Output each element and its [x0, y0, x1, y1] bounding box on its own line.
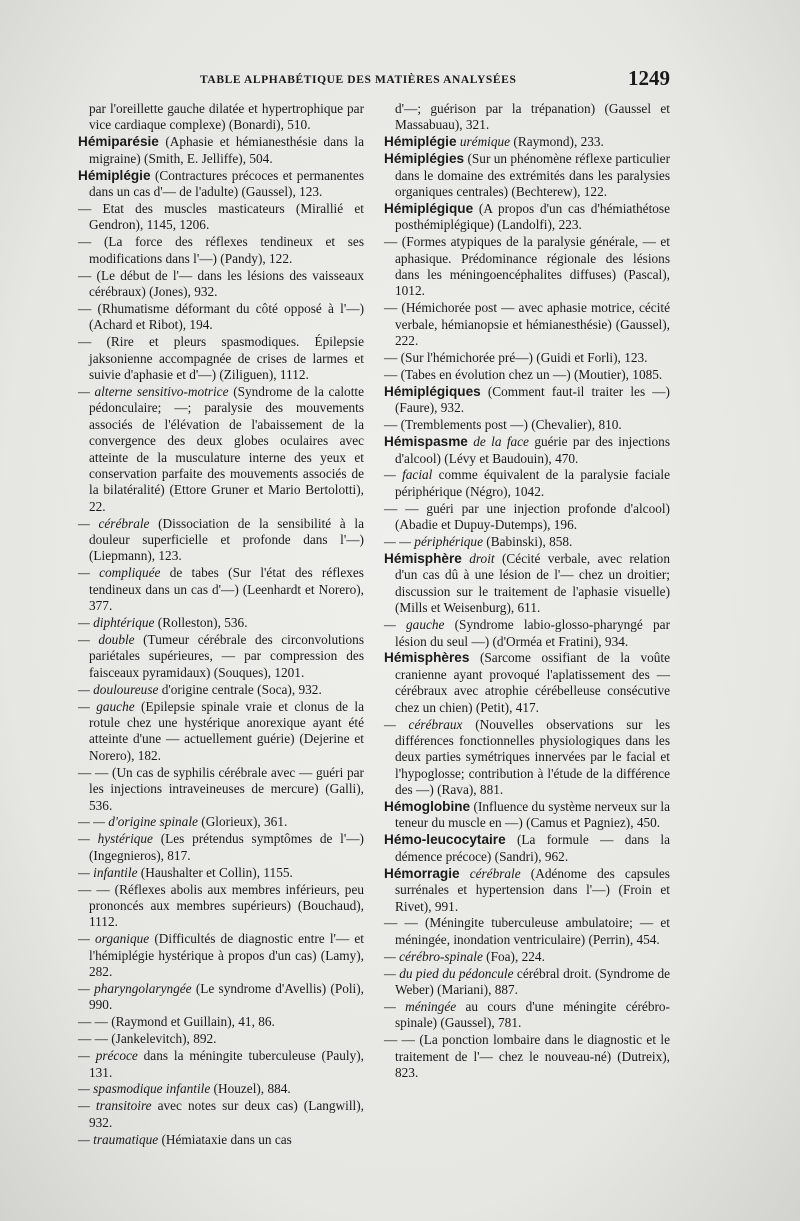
index-entry-text: (Difficultés de diagnostic entre l'— et l'hémiplégie hystérique à propos d'un cas) (Lamy), 282.: [89, 931, 364, 980]
index-qualifier: — compliquée: [78, 565, 161, 581]
index-entry: [78, 201, 364, 234]
index-headword: Hémiplégie: [78, 167, 151, 183]
index-entry: [384, 467, 670, 500]
index-entry: [384, 1032, 670, 1081]
index-entry: [78, 268, 364, 301]
index-entry-text: (Hémiataxie dans un cas: [158, 1131, 292, 1147]
running-header: [85, 66, 670, 90]
index-entry-text: d'—; guérison par la trépanation) (Gaussel et Massabuau), 321.: [395, 101, 670, 133]
index-qualifier: cérébrale: [459, 865, 521, 881]
index-entry-text: — — (Réflexes abolis aux membres inférieurs, peu prononcés aux membres supérieurs) (Bouchaud), 1112.: [78, 881, 364, 930]
index-entry-text: (Houzel), 884.: [210, 1081, 291, 1097]
index-entry-text: — (Sur l'hémichorée pré—) (Guidi et Forli), 123.: [384, 350, 648, 366]
index-qualifier: de la face: [467, 434, 529, 450]
index-qualifier: — précoce: [78, 1048, 138, 1064]
index-entry: [78, 632, 364, 681]
index-entry-text: (A propos d'un cas d'hémiathétose posthémiplégique) (Landolfi), 223.: [395, 200, 670, 233]
index-entry-text: (Les prétendus symptômes de l'—) (Ingegnieros), 817.: [89, 831, 364, 863]
index-entry-text: (Nouvelles observations sur les différences fonctionnelles physiologiques dans les deux parties symétriques innervées par le facial et l'hypoglosse; contribution à l'étude de la différence des —) (Rava), 881.: [395, 716, 670, 798]
index-entry: [78, 1132, 364, 1148]
index-entry: [384, 434, 670, 467]
index-headword: Hémiparésie: [78, 134, 159, 150]
page-number: 1249: [628, 66, 670, 90]
index-entry: [78, 931, 364, 980]
index-entry-text: (Sur un phénomène réflexe particulier dans le domaine des extrémités dans les paralysies organiques centrales) (Bechterew), 122.: [395, 151, 670, 200]
index-entry-text: — — (Méningite tuberculeuse ambulatoire; — et méningée, inondation ventriculaire) (Perrin), 454.: [384, 915, 670, 947]
index-qualifier: — organique: [78, 931, 150, 947]
index-column-left: [78, 101, 364, 1149]
index-entry-continuation: [78, 101, 364, 134]
index-entry-text: — — (La ponction lombaire dans le diagnostic et le traitement de l'— chez le nouveau-né) (Dutreix), 823.: [384, 1032, 670, 1081]
index-headword: Hémiplégies: [384, 151, 465, 167]
index-entry-text: (Aphasie et hémianesthésie dans la migraine) (Smith, E. Jelliffe), 504.: [89, 134, 364, 166]
index-entry: [78, 1081, 364, 1097]
index-entry: [78, 565, 364, 614]
index-entry: [384, 384, 670, 417]
index-entry: [384, 966, 670, 999]
index-entry-text: — (Tremblements post —) (Chevalier), 810.: [384, 417, 622, 433]
index-entry: [78, 699, 364, 765]
index-qualifier: — méningée: [384, 998, 457, 1014]
index-entry: [78, 234, 364, 267]
index-entry: [78, 814, 364, 830]
index-qualifier: — cérébro-spinale: [384, 948, 483, 964]
index-entry: [78, 1031, 364, 1047]
index-entry-text: — — (Un cas de syphilis cérébrale avec — guéri par les injections intraveineuses de mercure) (Galli), 536.: [78, 764, 364, 813]
index-entry: [78, 882, 364, 931]
index-qualifier: — spasmodique infantile: [78, 1081, 211, 1097]
index-entry: [78, 1014, 364, 1030]
index-qualifier: — hystérique: [78, 831, 153, 847]
index-entry: [384, 717, 670, 799]
index-entry-text: (Comment faut-il traiter les —) (Faure), 932.: [395, 383, 670, 416]
index-entry: [384, 350, 670, 366]
index-headword: Hémisphères: [384, 650, 470, 666]
index-entry: [384, 832, 670, 865]
index-qualifier: — cérébraux: [384, 716, 463, 732]
index-entry-text: par l'oreillette gauche dilatée et hypertrophique par vice cardiaque complexe) (Bonardi), 510.: [89, 101, 364, 133]
index-entry: [78, 865, 364, 881]
index-entry-text: (Le syndrome d'Avellis) (Poli), 990.: [89, 981, 365, 1013]
index-entry: [384, 551, 670, 617]
index-entry-text: (Syndrome labio-glosso-pharyngé par lésion du seul —) (d'Orméa et Fratini), 934.: [395, 617, 670, 649]
index-entry: [78, 134, 364, 167]
index-entry: [78, 168, 364, 201]
index-entry: [384, 201, 670, 234]
index-entry: [78, 301, 364, 334]
index-qualifier: — — périphérique: [384, 534, 483, 550]
index-entry: [384, 999, 670, 1032]
index-entry-text: (Cécité verbale, avec relation d'un cas dû à une lésion de l'— chez un droitier; discussion sur le traitement de l'aphasie visuelle) (Mills et Weisenburg), 611.: [395, 550, 670, 616]
index-qualifier: — alterne sensitivo-motrice: [78, 383, 229, 399]
index-entry: [384, 501, 670, 534]
index-entry-text: d'origine centrale (Soca), 932.: [158, 681, 322, 697]
index-qualifier: urémique: [456, 134, 511, 150]
index-qualifier: — transitoire: [78, 1098, 152, 1114]
index-qualifier: — infantile: [78, 864, 138, 880]
index-headword: Hémispasme: [384, 434, 468, 450]
index-entry: [78, 516, 364, 565]
index-entry-text: (Epilepsie spinale vraie et clonus de la rotule chez une hystérique anorexique ayant été atteinte d'une — actuellement guérie) (Dejerine et Norero), 182.: [89, 698, 365, 763]
index-entry: [78, 831, 364, 864]
index-entry-text: (Dissociation de la sensibilité à la douleur superficielle et profonde dans l'—) (Liepmann), 123.: [89, 515, 364, 564]
index-entry: [384, 949, 670, 965]
index-headword: Hémiplégiques: [384, 383, 481, 399]
index-qualifier: — gauche: [78, 698, 135, 714]
index-entry: [384, 534, 670, 550]
index-qualifier: — diphtérique: [78, 615, 155, 631]
index-headword: Hémoglobine: [384, 799, 471, 815]
index-entry: [384, 650, 670, 716]
index-entry: [78, 765, 364, 814]
index-entry: [384, 866, 670, 915]
index-entry-text: — (Formes atypiques de la paralysie générale, — et aphasique. Prédominance régionale des lésions dans les méningoencéphalites diffuses) (Pascal), 1012.: [384, 234, 670, 299]
index-entry-text: — — guéri par une injection profonde d'alcool) (Abadie et Dupuy-Dutemps), 196.: [384, 500, 670, 533]
index-entry-text: guérie par des injections d'alcool) (Lévy et Baudouin), 470.: [395, 434, 670, 466]
index-entry: [78, 1098, 364, 1131]
index-entry-text: — Etat des muscles masticateurs (Mirallié et Gendron), 1145, 1206.: [78, 200, 364, 233]
index-qualifier: — du pied du pédoncule: [384, 965, 514, 981]
index-entry-text: (Influence du système nerveux sur la teneur du muscle en —) (Camus et Pagniez), 450.: [395, 799, 670, 831]
index-qualifier: — facial: [384, 467, 433, 483]
index-entry-text: (Sarcome ossifiant de la voûte cranienne ayant provoqué l'aplatissement des — cérébraux avec atrophie cérébelleuse consécutive chez un chien) (Petit), 417.: [395, 650, 670, 715]
index-entry: [384, 617, 670, 650]
index-entry-text: (Adénome des capsules surrénales et hypertension dans l'—) (Froin et Rivet), 991.: [395, 865, 670, 914]
index-entry-text: au cours d'une méningite cérébro-spinale) (Gaussel), 781.: [395, 998, 670, 1031]
index-entry-text: (La formule — dans la démence précoce) (Sandri), 962.: [395, 832, 670, 864]
index-qualifier: — gauche: [384, 617, 445, 633]
index-entry: [78, 615, 364, 631]
index-headword: Hémo-leucocytaire: [384, 832, 506, 848]
index-entry: [384, 300, 670, 349]
index-qualifier: — cérébrale: [78, 515, 150, 531]
index-entry-text: (Glorieux), 361.: [197, 814, 288, 830]
index-qualifier: — traumatique: [78, 1131, 159, 1147]
index-entry-text: avec notes sur deux cas) (Langwill), 932.: [89, 1098, 364, 1130]
index-headword: Hémiplégie: [384, 134, 457, 150]
index-qualifier: droit: [461, 550, 495, 566]
index-entry: [384, 915, 670, 948]
index-headword: Hémorragie: [384, 865, 460, 881]
index-entry: [384, 799, 670, 832]
index-entry-text: de tabes (Sur l'état des réflexes tendineux dans un cas d'—) (Leenhardt et Norero), 377.: [89, 565, 364, 614]
index-entry: [78, 384, 364, 515]
index-entry-text: (Rolleston), 536.: [154, 615, 248, 631]
index-entry-text: — (Tabes en évolution chez un —) (Moutier), 1085.: [384, 367, 663, 382]
index-entry-text: (Contractures précoces et permanentes dans un cas d'— de l'adulte) (Gaussel), 123.: [89, 167, 364, 200]
index-entry-text: — — (Raymond et Guillain), 41, 86.: [78, 1014, 275, 1030]
index-entry-text: (Haushalter et Collin), 1155.: [137, 864, 293, 880]
index-entry: [384, 134, 670, 150]
index-qualifier: — pharyngolaryngée: [78, 981, 192, 997]
index-entry: [384, 417, 670, 433]
index-entry-text: — (Hémichorée post — avec aphasie motrice, cécité verbale, hémianopsie et hémianesthésie) (Gaussel), 222.: [384, 300, 670, 349]
index-entry: [384, 367, 670, 383]
index-entry: [78, 981, 364, 1014]
index-entry-text: — (Rhumatisme déformant du côté opposé à l'—) (Achard et Ribot), 194.: [78, 300, 364, 333]
running-head-title: TABLE ALPHABÉTIQUE DES MATIÈRES ANALYSÉES: [200, 74, 517, 86]
index-entry-text: dans la méningite tuberculeuse (Pauly), 131.: [89, 1048, 364, 1080]
index-entry: [78, 1048, 364, 1081]
index-entry: [384, 234, 670, 300]
index-entry-text: — — (Jankelevitch), 892.: [78, 1031, 217, 1047]
index-column-right: [384, 101, 670, 1082]
index-headword: Hémisphère: [384, 550, 462, 566]
index-entry: [78, 334, 364, 383]
index-entry: [384, 151, 670, 200]
index-entry-text: — (Le début de l'— dans les lésions des vaisseaux cérébraux) (Jones), 932.: [78, 267, 364, 299]
index-entry-text: — (La force des réflexes tendineux et ses modifications dans l'—) (Pandy), 122.: [78, 234, 364, 266]
index-entry-continuation: [384, 101, 670, 134]
index-qualifier: — douloureuse: [78, 681, 159, 697]
index-headword: Hémiplégique: [384, 200, 474, 216]
index-qualifier: — — d'origine spinale: [78, 814, 198, 830]
index-entry-text: (Babinski), 858.: [482, 534, 573, 550]
index-entry-text: (Foa), 224.: [482, 948, 545, 964]
index-qualifier: — double: [78, 632, 135, 647]
index-entry-text: — (Rire et pleurs spasmodiques. Épilepsie jaksonienne accompagnée de crises de larmes et suivie d'aphasie et d'—) (Ziliguen), 1112.: [78, 334, 364, 382]
index-entry: [78, 682, 364, 698]
index-entry-text: cérébral droit. (Syndrome de Weber) (Mariani), 887.: [395, 965, 670, 998]
index-entry-text: comme équivalent de la paralysie faciale périphérique (Négro), 1042.: [395, 467, 671, 499]
index-entry-text: (Syndrome de la calotte pédonculaire; —; paralysie des mouvements associés de l'élévation de l'abaissement de la convergence des deux globes oculaires avec atteinte de la musculature interne des yeux et conservation parfaite des mouvements associés de la bilatéralité) (Ettore Gruner et Mario Bertolotti), 22.: [89, 383, 364, 514]
index-entry-text: (Raymond), 233.: [510, 134, 604, 150]
index-entry-text: (Tumeur cérébrale des circonvolutions pariétales supérieures, — par compression des faisceaux pyramidaux) (Souques), 1201.: [89, 632, 364, 680]
